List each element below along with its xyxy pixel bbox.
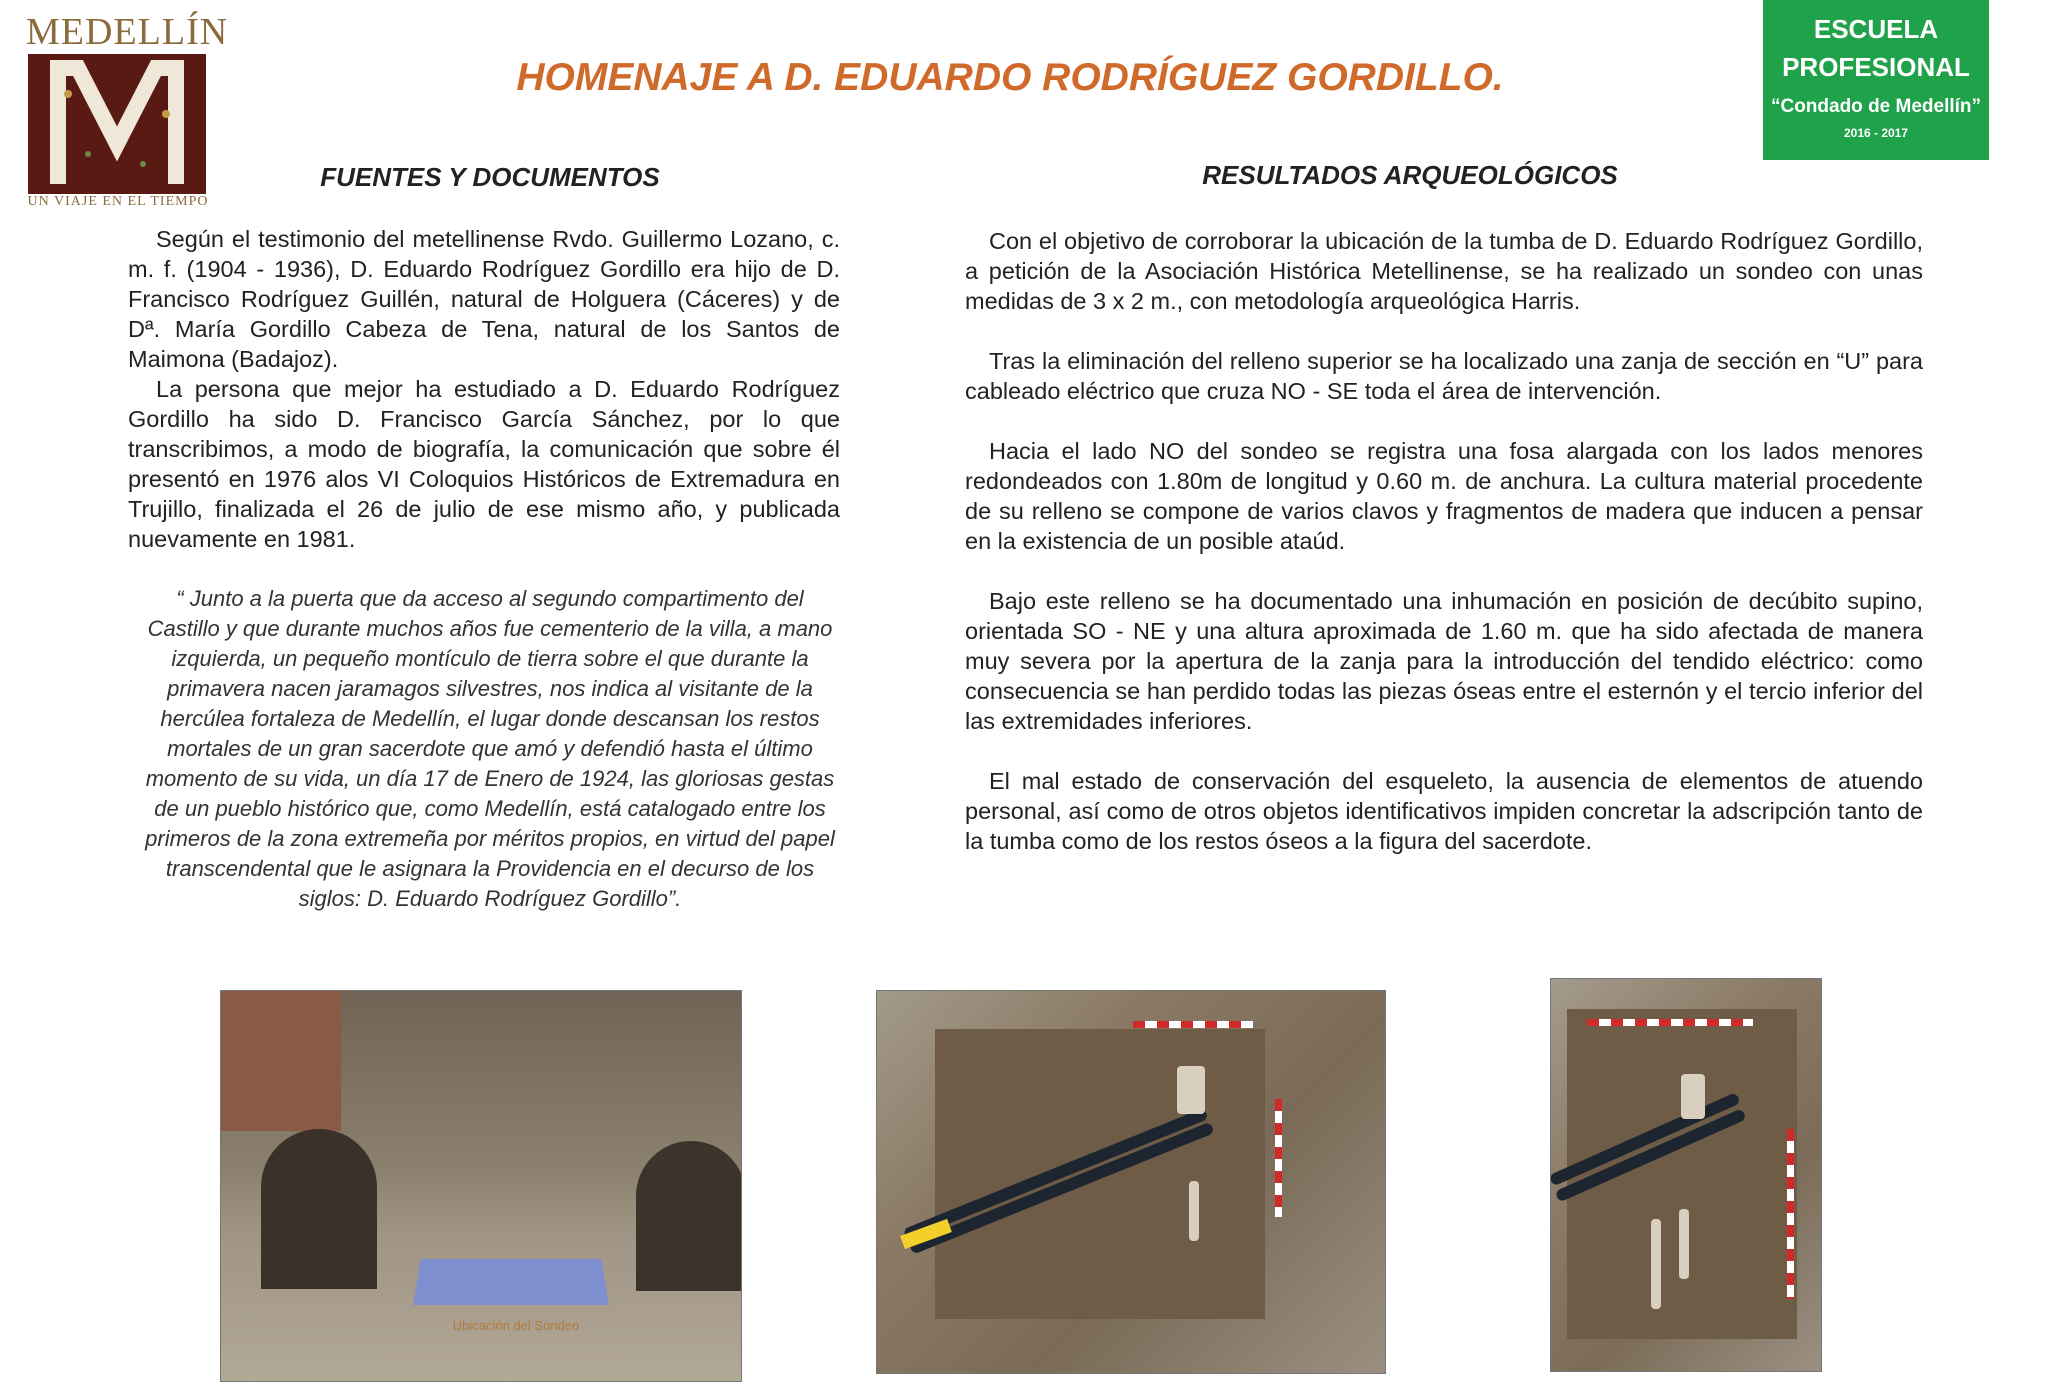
badge-subtitle: “Condado de Medellín” <box>1770 96 1982 117</box>
logo-name: MEDELLÍN <box>26 11 229 53</box>
school-badge <box>1763 0 1989 160</box>
excavation-photo-1 <box>876 990 1386 1374</box>
leg-bone <box>1189 1181 1199 1241</box>
logo-tagline: UN VIAJE EN EL TIEMPO <box>27 194 209 209</box>
results-paragraph-2: Tras la eliminación del relleno superior se ha localizado una zanja de sección en “U” para cableado eléctrico que cruza NO - SE toda el área de intervención. <box>965 348 1923 404</box>
castle-photo <box>220 990 742 1382</box>
logo-emblem <box>28 54 206 194</box>
sources-heading: FUENTES Y DOCUMENTOS <box>320 162 660 192</box>
page-title: HOMENAJE A D. EDUARDO RODRÍGUEZ GORDILLO. <box>516 56 1504 99</box>
badge-line-2: PROFESIONAL <box>1782 52 1970 82</box>
results-text <box>965 226 1923 886</box>
m-letter-icon <box>28 54 206 194</box>
scale-ruler-horizontal <box>1133 1021 1253 1028</box>
skull-bone <box>1681 1074 1705 1119</box>
badge-years: 2016 - 2017 <box>1843 126 1909 140</box>
results-paragraph-1: Con el objetivo de corroborar la ubicación de la tumba de D. Eduardo Rodríguez Gordillo, a petición de la Asociación Histórica Metellinense, se ha realizado un sondeo con unas medidas de 3 x 2 m., con metodología arqueológica Harris. <box>965 228 1923 314</box>
sources-paragraph-1: Según el testimonio del metellinense Rvdo. Guillermo Lozano, c. m. f. (1904 - 1936), D. Eduardo Rodríguez Gordillo era hijo de D. Francisco Rodríguez Guillén, natural de Holguera (Cáceres) y de Dª. María Gordillo Cabeza de Tena, natural de los Santos de Maimona (Badajoz). <box>128 226 840 372</box>
leg-bone <box>1679 1209 1689 1279</box>
results-heading: RESULTADOS ARQUEOLÓGICOS <box>1202 160 1618 190</box>
sources-text <box>128 224 840 554</box>
brick-wall <box>221 991 341 1131</box>
sources-paragraph-2: La persona que mejor ha estudiado a D. Eduardo Rodríguez Gordillo ha sido D. Francisco García Sánchez, por lo que transcribimos, a modo de biografía, la comunicación que sobre él presentó en 1976 alos VI Coloquios Históricos de Extremadura en Trujillo, finalizada el 26 de julio de ese mismo año, y publicada nuevamente en 1981. <box>128 376 840 552</box>
scale-ruler-vertical <box>1787 1129 1794 1299</box>
results-paragraph-5: El mal estado de conservación del esqueleto, la ausencia de elementos de atuendo personal, así como de otros objetos identificativos impiden concretar la adscripción tanto de la tumba como de los restos óseos a la figura del sacerdote. <box>965 768 1923 854</box>
skull-bone <box>1177 1066 1205 1114</box>
sondeo-location-marker <box>413 1259 609 1305</box>
tribute-quote: “ Junto a la puerta que da acceso al segundo compartimento del Castillo y que durante muchos años fue cementerio de la villa, a mano izquierda, un pequeño montículo de tierra sobre el que durante la primavera nacen jaramagos silvestres, nos indica al visitante de la hercúlea fortaleza de Medellín, el lugar donde descansan los restos mortales de un gran sacerdote que amó y defendió hasta el último momento de su vida, un día 17 de Enero de 1924, las gloriosas gestas de un pueblo histórico que, como Medellín, está catalogado entre los primeros de la zona extremeña por méritos propios, en virtud del papel transcendental que le asignara la Providencia en el decurso de los siglos: D. Eduardo Rodríguez Gordillo”. <box>145 586 835 911</box>
results-paragraph-3: Hacia el lado NO del sondeo se registra una fosa alargada con los lados menores redondeados con 1.80m de longitud y 0.60 m. de anchura. La cultura material procedente de su relleno se compone de varios clavos y fragmentos de madera que inducen a pensar en la existencia de un posible ataúd. <box>965 438 1923 554</box>
badge-line-1: ESCUELA <box>1813 14 1939 44</box>
leg-bone <box>1651 1219 1661 1309</box>
excavation-photo-2 <box>1550 978 1822 1372</box>
sondeo-caption: Ubicación del Sondeo <box>452 1318 580 1333</box>
medellin-logo <box>26 10 229 210</box>
left-arch <box>261 1129 377 1289</box>
results-paragraph-4: Bajo este relleno se ha documentado una inhumación en posición de decúbito supino, orientada SO - NE y una altura aproximada de 1.60 m. que ha sido afectada de manera muy severa por la apertura de la zanja para la introducción del tendido eléctrico: como consecuencia se han perdido todas las piezas óseas entre el esternón y el tercio inferior del las extremidades inferiores. <box>965 588 1923 734</box>
scale-ruler-horizontal <box>1587 1019 1753 1026</box>
scale-ruler-vertical <box>1275 1099 1282 1217</box>
right-arch <box>636 1141 742 1291</box>
